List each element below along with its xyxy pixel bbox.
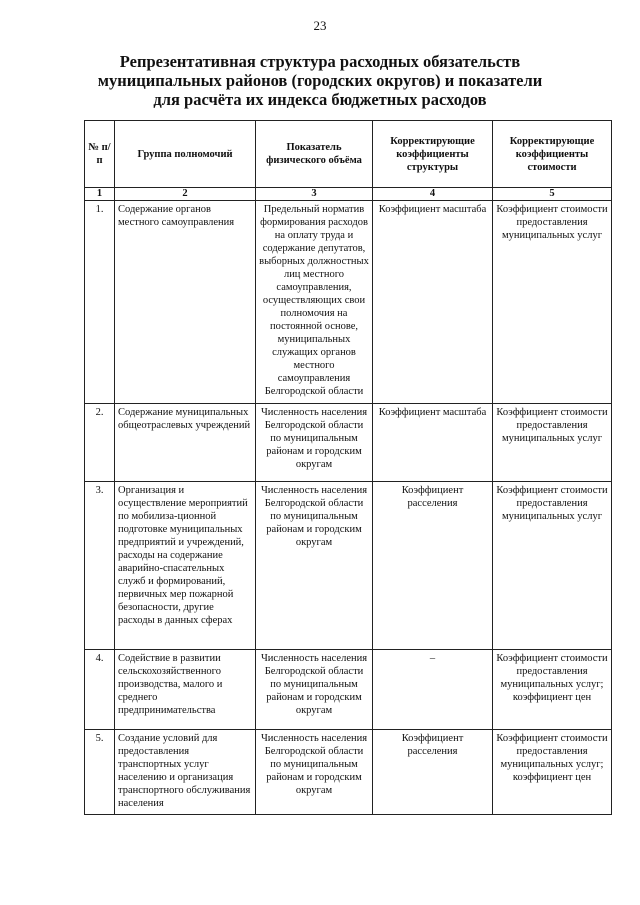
row-group: Создание условий для предоставления транспортных услуг населению и организация транспортного обслуживания населения (115, 730, 256, 815)
column-number-row (85, 188, 612, 201)
row-number: 3. (85, 482, 115, 650)
title-line-1: Репрезентативная структура расходных обязательств (119, 52, 521, 71)
row-number: 1. (85, 201, 115, 404)
column-number: 3 (256, 188, 373, 201)
row-group: Организация и осуществление мероприятий по мобилиза-ционной подготовке муниципальных предприятий и учреждений, расходы на содержание аварийно-спасательных служб и формирований, первичных мер пожарной безопасности, другие расходы в данных сферах (115, 482, 256, 650)
column-number: 5 (493, 188, 612, 201)
title-line-3: для расчёта их индекса бюджетных расходов (153, 90, 487, 109)
table-header-row (85, 121, 612, 188)
table-row (85, 482, 612, 650)
table-row (85, 730, 612, 815)
expenditure-structure-table (84, 120, 612, 815)
table-row (85, 404, 612, 482)
header-coef-cost: Корректирующие коэффициенты стоимости (493, 121, 612, 188)
document-title (0, 52, 640, 109)
row-coef-structure: Коэффициент масштаба (373, 404, 493, 482)
row-number: 2. (85, 404, 115, 482)
row-number: 4. (85, 650, 115, 730)
row-number: 5. (85, 730, 115, 815)
table-row (85, 201, 612, 404)
header-no: № п/п (85, 121, 115, 188)
row-group: Содержание органов местного самоуправления (115, 201, 256, 404)
title-line-2: муниципальных районов (городских округов) и показатели (97, 71, 543, 90)
row-coef-cost: Коэффициент стоимости предоставления муниципальных услуг (493, 482, 612, 650)
row-indicator: Численность населения Белгородской области по муниципальным районам и городским округам (256, 482, 373, 650)
row-coef-structure: Коэффициент расселения (373, 730, 493, 815)
row-coef-structure: Коэффициент расселения (373, 482, 493, 650)
header-coef-structure: Корректирующие коэффициенты структуры (373, 121, 493, 188)
row-coef-cost: Коэффициент стоимости предоставления муниципальных услуг (493, 201, 612, 404)
row-coef-cost: Коэффициент стоимости предоставления муниципальных услуг; коэффициент цен (493, 650, 612, 730)
row-coef-cost: Коэффициент стоимости предоставления муниципальных услуг; коэффициент цен (493, 730, 612, 815)
column-number: 4 (373, 188, 493, 201)
header-indicator: Показатель физического объёма (256, 121, 373, 188)
column-number: 1 (85, 188, 115, 201)
row-coef-structure: Коэффициент масштаба (373, 201, 493, 404)
column-number: 2 (115, 188, 256, 201)
row-group: Содержание муниципальных общеотраслевых учреждений (115, 404, 256, 482)
row-group: Содействие в развитии сельскохозяйственного производства, малого и среднего предпринимательства (115, 650, 256, 730)
row-coef-structure: – (373, 650, 493, 730)
row-indicator: Численность населения Белгородской области по муниципальным районам и городским округам (256, 650, 373, 730)
row-indicator: Предельный норматив формирования расходов на оплату труда и содержание депутатов, выборных должностных лиц местного самоуправления, осуществляющих свои полномочия на постоянной основе, муниципальных служащих органов местного самоуправления Белгородской области (256, 201, 373, 404)
table-row (85, 650, 612, 730)
row-coef-cost: Коэффициент стоимости предоставления муниципальных услуг (493, 404, 612, 482)
header-group: Группа полномочий (115, 121, 256, 188)
row-indicator: Численность населения Белгородской области по муниципальным районам и городским округам (256, 730, 373, 815)
row-indicator: Численность населения Белгородской области по муниципальным районам и городским округам (256, 404, 373, 482)
page-number: 23 (313, 18, 327, 33)
